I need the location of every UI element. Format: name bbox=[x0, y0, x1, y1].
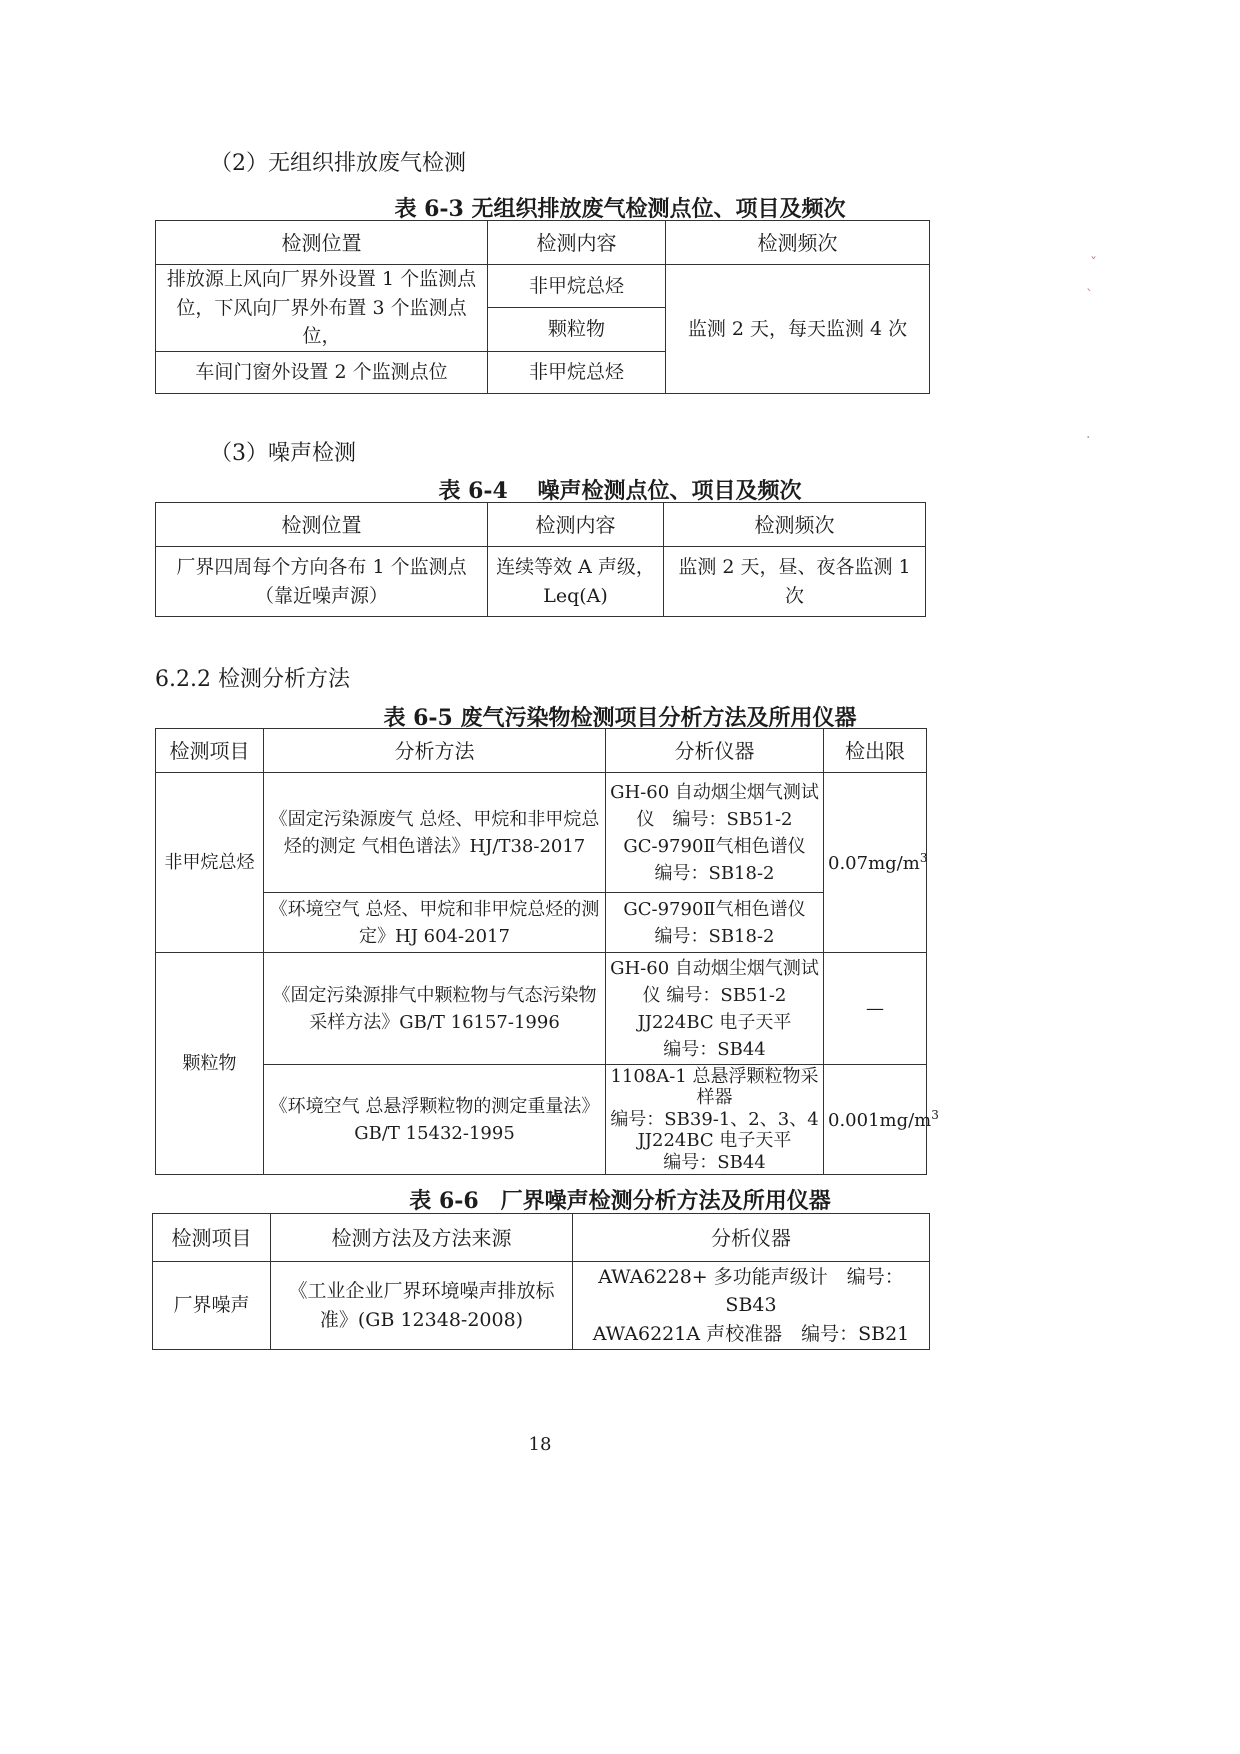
table-header-cell: 检测内容 bbox=[488, 221, 666, 265]
table-cell-item: 非甲烷总烃 bbox=[488, 265, 666, 308]
table-cell-item: 颗粒物 bbox=[488, 308, 666, 351]
section-heading-unorganized-emission: （2）无组织排放废气检测 bbox=[210, 151, 466, 176]
scan-mark: ˇ bbox=[1090, 256, 1097, 272]
table-header-cell: 检测频次 bbox=[666, 221, 930, 265]
table-cell-item: 颗粒物 bbox=[156, 953, 264, 1175]
scan-mark: ˋ bbox=[1086, 288, 1093, 304]
table-header-cell: 检测位置 bbox=[156, 221, 488, 265]
page-number: 18 bbox=[528, 1434, 552, 1455]
table-cell-method: 《环境空气 总烃、甲烷和非甲烷总烃的测定》HJ 604-2017 bbox=[264, 893, 606, 953]
table-6-3 bbox=[155, 220, 930, 394]
table-cell-item: 非甲烷总烃 bbox=[156, 773, 264, 953]
table-cell-frequency: 监测 2 天，每天监测 4 次 bbox=[666, 265, 930, 394]
table-6-4-caption: 表 6-4 噪声检测点位、项目及频次 bbox=[438, 478, 802, 504]
table-cell-location: 车间门窗外设置 2 个监测点位 bbox=[156, 351, 488, 393]
table-cell-detection-limit bbox=[824, 773, 927, 953]
table-header-cell: 分析仪器 bbox=[606, 729, 824, 773]
table-header-cell: 检测频次 bbox=[664, 503, 926, 547]
limit-value: 0.07mg/m bbox=[828, 852, 920, 874]
table-header-cell: 检测位置 bbox=[156, 503, 488, 547]
table-cell-instrument: GH-60 自动烟尘烟气测试仪 编号：SB51-2 JJ224BC 电子天平 编号：SB44 bbox=[606, 953, 824, 1065]
table-header-cell: 分析仪器 bbox=[573, 1214, 930, 1262]
table-6-6-caption: 表 6-6 厂界噪声检测分析方法及所用仪器 bbox=[409, 1188, 831, 1214]
table-6-4 bbox=[155, 502, 926, 617]
table-header-cell: 检出限 bbox=[824, 729, 927, 773]
table-cell-method: 《工业企业厂界环境噪声排放标准》(GB 12348-2008) bbox=[271, 1262, 573, 1350]
table-cell-instrument: 1108A-1 总悬浮颗粒物采样器 编号：SB39-1、2、3、4 JJ224BC 电子天平 编号：SB44 bbox=[606, 1065, 824, 1175]
table-cell-frequency: 监测 2 天，昼、夜各监测 1 次 bbox=[664, 547, 926, 617]
table-6-5 bbox=[155, 728, 939, 1175]
table-6-5-caption: 表 6-5 废气污染物检测项目分析方法及所用仪器 bbox=[383, 705, 857, 731]
section-heading-analysis-methods: 6.2.2 检测分析方法 bbox=[155, 667, 350, 692]
table-cell-location: 厂界四周每个方向各布 1 个监测点（靠近噪声源） bbox=[156, 547, 488, 617]
table-cell-instrument: AWA6228+ 多功能声级计 编号：SB43 AWA6221A 声校准器 编号：SB21 bbox=[573, 1262, 930, 1350]
table-header-cell: 检测项目 bbox=[153, 1214, 271, 1262]
table-cell-detection-limit bbox=[824, 1065, 939, 1175]
table-6-3-caption: 表 6-3 无组织排放废气检测点位、项目及频次 bbox=[394, 196, 846, 222]
table-cell-item: 连续等效 A 声级，Leq(A) bbox=[488, 547, 664, 617]
table-cell-method: 《环境空气 总悬浮颗粒物的测定重量法》 GB/T 15432-1995 bbox=[264, 1065, 606, 1175]
table-header-cell: 分析方法 bbox=[264, 729, 606, 773]
table-cell-method: 《固定污染源排气中颗粒物与气态污染物采样方法》GB/T 16157-1996 bbox=[264, 953, 606, 1065]
table-cell-detection-limit: — bbox=[824, 953, 927, 1065]
limit-unit-superscript: 3 bbox=[931, 1107, 939, 1122]
table-header-cell: 检测内容 bbox=[488, 503, 664, 547]
table-cell-item: 厂界噪声 bbox=[153, 1262, 271, 1350]
limit-unit-superscript: 3 bbox=[919, 850, 928, 865]
table-6-6 bbox=[152, 1213, 930, 1350]
table-header-cell: 检测项目 bbox=[156, 729, 264, 773]
table-header-cell: 检测方法及方法来源 bbox=[271, 1214, 573, 1262]
table-cell-method: 《固定污染源废气 总烃、甲烷和非甲烷总烃的测定 气相色谱法》HJ/T38-2017 bbox=[264, 773, 606, 893]
table-cell-instrument: GH-60 自动烟尘烟气测试仪 编号：SB51-2 GC-9790Ⅱ气相色谱仪 编号：SB18-2 bbox=[606, 773, 824, 893]
limit-value: 0.001mg/m bbox=[828, 1109, 932, 1131]
table-cell-item: 非甲烷总烃 bbox=[488, 351, 666, 393]
scan-mark: · bbox=[1086, 430, 1091, 446]
section-heading-noise: （3）噪声检测 bbox=[210, 441, 356, 466]
table-cell-location: 排放源上风向厂界外设置 1 个监测点位，下风向厂界外布置 3 个监测点位， bbox=[156, 265, 488, 352]
table-cell-instrument: GC-9790Ⅱ气相色谱仪 编号：SB18-2 bbox=[606, 893, 824, 953]
